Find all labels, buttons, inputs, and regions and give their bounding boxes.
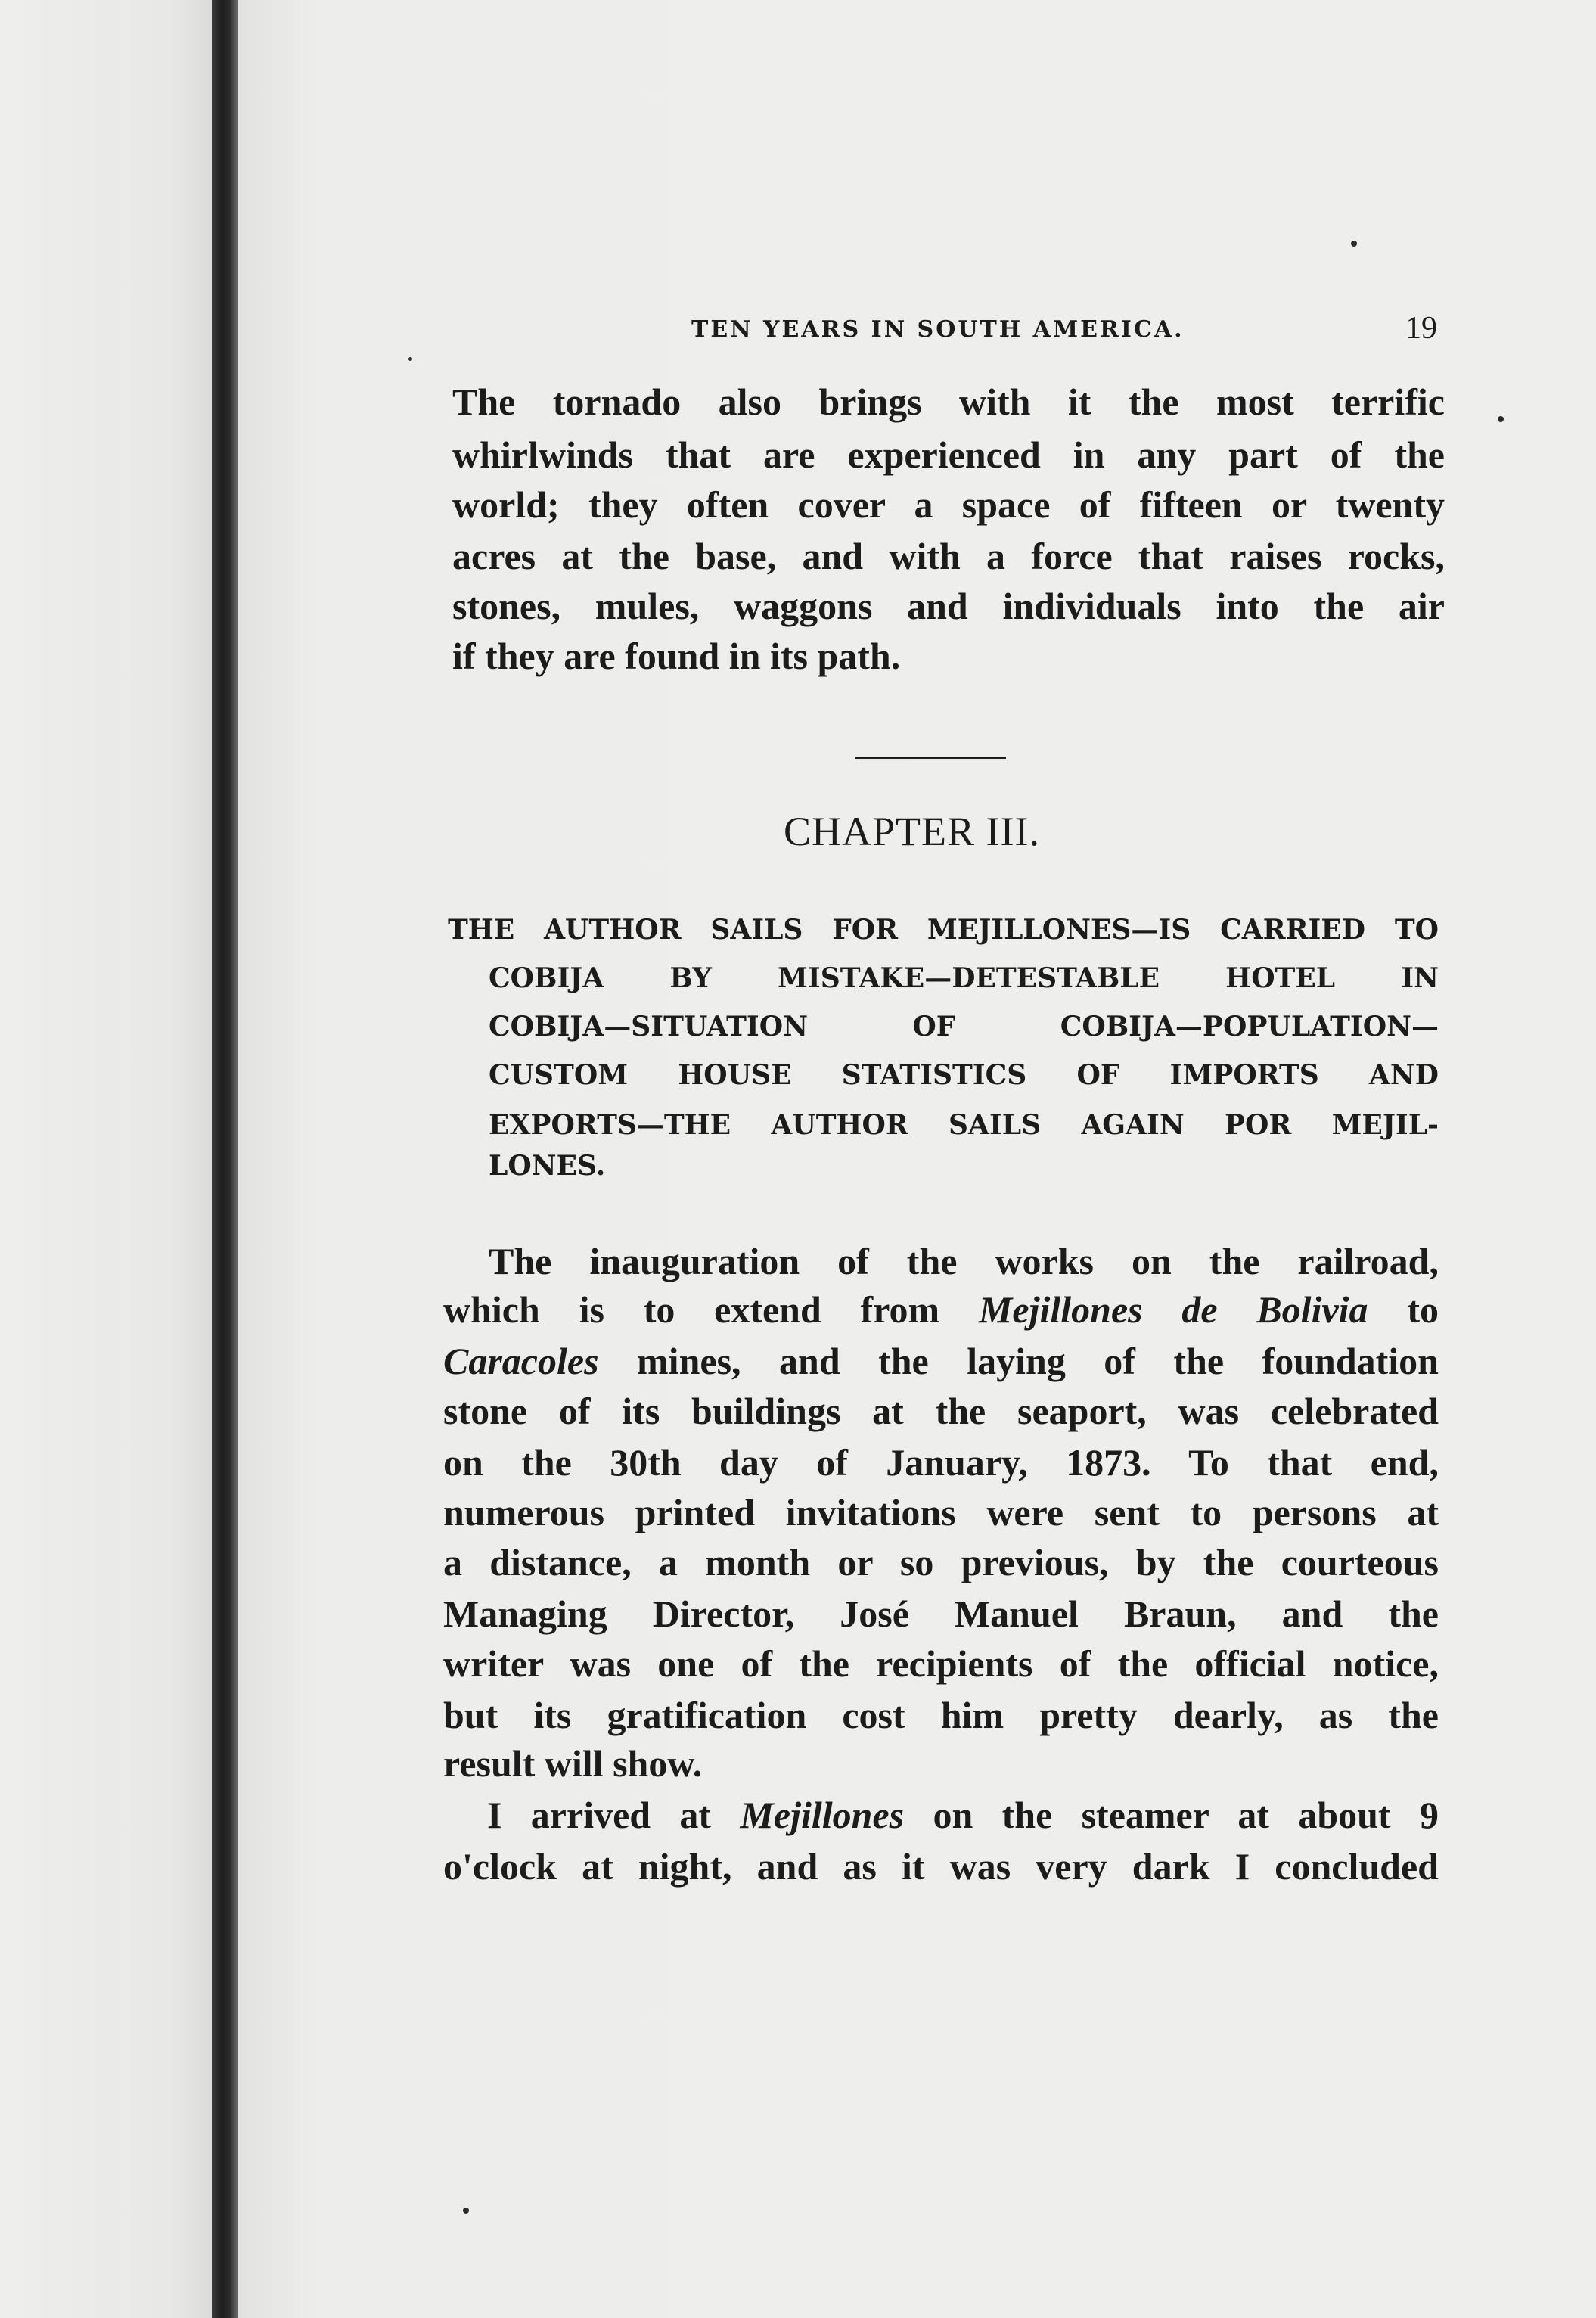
text-line: on the 30th day of January, 1873. To that end, [443, 1441, 1439, 1484]
summary-line: CUSTOM HOUSE STATISTICS OF IMPORTS AND [489, 1059, 1439, 1091]
speck-mark [408, 357, 412, 361]
text-run: mines, and the laying of the foundation [598, 1340, 1439, 1382]
book-page [238, 0, 1596, 2318]
text-line: stones, mules, waggons and individuals into the air [452, 585, 1445, 627]
text-run: to [1368, 1288, 1439, 1331]
text-line: a distance, a month or so previous, by the courteous [443, 1541, 1439, 1583]
text-line: writer was one of the recipients of the official notice, [443, 1642, 1439, 1685]
text-line: numerous printed invitations were sent to persons at [443, 1491, 1439, 1533]
text-line: but its gratification cost him pretty dearly, as the [443, 1694, 1439, 1736]
summary-line: THE AUTHOR SAILS FOR MEJILLONES—IS CARRIED TO [448, 914, 1439, 946]
summary-line: COBIJA BY MISTAKE—DETESTABLE HOTEL IN [489, 962, 1439, 994]
left-page-margin [0, 0, 212, 2318]
book-gutter [212, 0, 238, 2318]
text-line: result will show. [443, 1742, 703, 1785]
speck-mark [463, 2208, 469, 2214]
text-line: The inauguration of the works on the railroad, [489, 1240, 1439, 1282]
text-line: acres at the base, and with a force that raises rocks, [452, 535, 1445, 577]
speck-mark [1498, 416, 1504, 422]
place-name-italic: Mejillones de Bolivia [978, 1288, 1368, 1331]
chapter-heading: CHAPTER III. [784, 809, 1040, 854]
text-line [443, 1288, 1439, 1331]
text-run: on the steamer at about 9 [904, 1794, 1439, 1836]
summary-line: LONES. [489, 1150, 606, 1182]
place-name-italic: Mejillones [740, 1794, 905, 1836]
summary-line: EXPORTS—THE AUTHOR SAILS AGAIN POR MEJIL- [489, 1109, 1439, 1141]
place-name-italic: Caracoles [443, 1340, 599, 1382]
text-run: I arrived at [487, 1794, 741, 1836]
text-run: which is to extend from [443, 1288, 979, 1331]
text-line: The tornado also brings with it the most terrific [452, 381, 1445, 423]
running-head: TEN YEARS IN SOUTH AMERICA. [691, 316, 1185, 343]
page-number: 19 [1405, 311, 1437, 346]
text-line: if they are found in its path. [452, 635, 901, 677]
text-line: whirlwinds that are experienced in any part of the [452, 433, 1445, 476]
section-rule [855, 757, 1006, 759]
text-line: world; they often cover a space of fifteen or twenty [452, 483, 1445, 526]
text-line: Managing Director, José Manuel Braun, and the [443, 1592, 1439, 1635]
text-line [487, 1793, 1439, 1837]
summary-line: COBIJA—SITUATION OF COBIJA—POPULATION— [489, 1011, 1439, 1042]
speck-mark [1351, 241, 1357, 247]
text-line: o'clock at night, and as it was very dark I concluded [443, 1845, 1439, 1888]
text-line: stone of its buildings at the seaport, was celebrated [443, 1390, 1439, 1432]
text-line [443, 1339, 1439, 1383]
